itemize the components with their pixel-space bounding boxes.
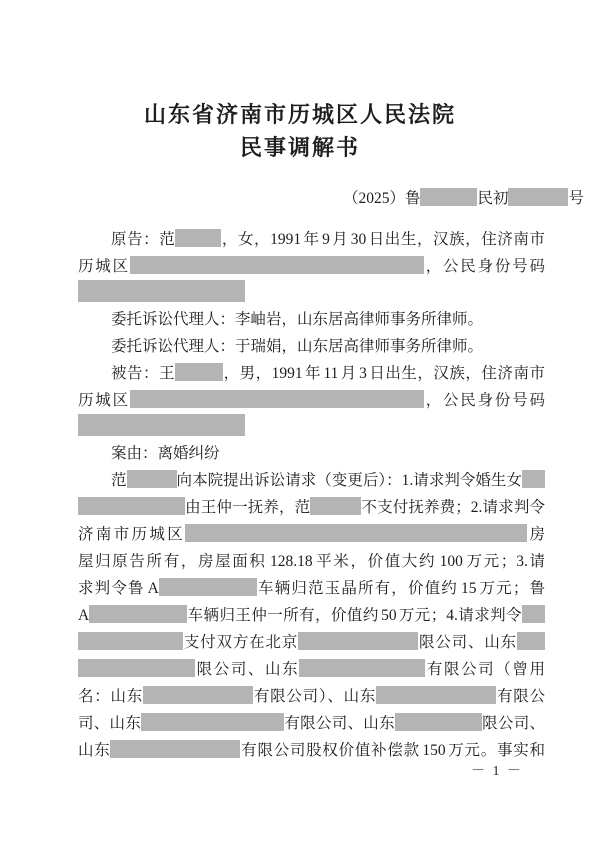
case-number (343, 186, 584, 208)
text-run: 名：山东 (78, 688, 144, 705)
text-run: 限公司、山东 (418, 634, 517, 651)
redaction-block (78, 414, 245, 436)
redaction-block (78, 632, 183, 650)
redaction-block (522, 605, 545, 623)
document-type-title: 民事调解书 (239, 135, 360, 160)
text-run: 房 (527, 526, 545, 543)
text-run: （2025）鲁 (342, 190, 421, 207)
court-name: 山东省济南市历城区人民法院 (143, 102, 456, 127)
text-run: ，公民身份号码 (423, 392, 545, 409)
text-run: 求判令鲁 A (78, 580, 159, 597)
text-run: 车辆归范玉晶所有，价值约 15 万元；鲁 (256, 580, 545, 597)
text-run: ，公民身份号码 (423, 258, 545, 275)
redaction-block (420, 188, 477, 206)
body-line (78, 306, 545, 333)
text-run: 济南市历城区 (78, 526, 186, 543)
body-line (78, 683, 545, 710)
text-run: 有限公司、山东 (284, 715, 395, 732)
body-line (78, 280, 545, 306)
text-run: 有限公司股权价值补偿款 150 万元。事实和 (240, 742, 545, 759)
text-run: 屋归原告所有，房屋面积 128.18 平米，价值大约 100 万元；3.请 (78, 553, 545, 570)
redaction-block (298, 632, 418, 650)
redaction-block (78, 280, 245, 302)
body-line (78, 387, 545, 414)
redaction-block (517, 632, 545, 650)
text-run: 历城区 (78, 258, 130, 275)
text-run: ，男，1991 年 11 月 3 日出生，汉族，住济南市 (223, 365, 545, 382)
text-run: ，女，1991 年 9 月 30 日出生，汉族，住济南市 (221, 231, 545, 248)
body-line (78, 548, 545, 575)
redaction-block (508, 188, 568, 206)
text-run: 被告：王 (111, 365, 176, 382)
redaction-block (185, 524, 527, 542)
body-line (78, 575, 545, 602)
text-run: 司、山东 (78, 715, 142, 732)
body-line (78, 253, 545, 280)
text-run: 向本院提出诉讼请求（变更后）：1.请求判令婚生女 (176, 472, 522, 489)
body-line (78, 226, 545, 253)
redaction-block (522, 470, 545, 488)
body-line (78, 467, 545, 494)
redaction-block (143, 686, 253, 704)
text-run: 限公司、山东 (195, 661, 300, 678)
redaction-block (376, 686, 496, 704)
redaction-block (175, 363, 223, 381)
text-run: 有限公 (496, 688, 545, 705)
text-run: 范 (111, 472, 127, 489)
text-run: A (78, 607, 90, 624)
redaction-block (310, 497, 361, 515)
text-run: 支付双方在北京 (183, 634, 299, 651)
text-run: 不支付抚养费；2.请求判令 (361, 499, 545, 516)
body-line (78, 656, 545, 683)
text-run: 原告：范 (111, 231, 176, 248)
redaction-block (110, 740, 240, 758)
document-body (78, 226, 545, 764)
body-line (78, 521, 545, 548)
redaction-block (299, 659, 425, 677)
text-run: 车辆归王仲一所有，价值约 50 万元；4.请求判令 (187, 607, 522, 624)
text-run: 委托诉讼代理人：于瑞娟，山东居高律师事务所律师。 (111, 338, 484, 355)
text-run: 由王仲一抚养，范 (185, 499, 311, 516)
text-run: 历城区 (78, 392, 130, 409)
redaction-block (141, 713, 284, 731)
redaction-block (127, 470, 177, 488)
text-run: 委托诉讼代理人：李岫岩，山东居高律师事务所律师。 (111, 311, 484, 328)
body-line (78, 360, 545, 387)
text-run: 山东 (78, 742, 111, 759)
redaction-block (130, 390, 424, 408)
redaction-block (78, 497, 185, 515)
redaction-block (175, 229, 221, 247)
body-line (78, 414, 545, 440)
text-run: 案由：离婚纠纷 (111, 445, 220, 462)
body-line (78, 440, 545, 467)
text-run: 限公司、 (481, 715, 545, 732)
text-run: 有限公司（曾用 (425, 661, 545, 678)
body-line (78, 494, 545, 521)
page-number: － 1 － (471, 764, 523, 779)
redaction-block (89, 605, 187, 623)
redaction-block (395, 713, 482, 731)
text-run: 民初 (477, 190, 509, 207)
body-line (78, 333, 545, 360)
redaction-block (78, 659, 195, 677)
body-line (78, 710, 545, 737)
body-line (78, 629, 545, 656)
text-run: 有限公司）、山东 (253, 688, 377, 705)
text-run: 号 (568, 190, 584, 207)
redaction-block (130, 256, 424, 274)
redaction-block (159, 578, 257, 596)
body-line (78, 602, 545, 629)
